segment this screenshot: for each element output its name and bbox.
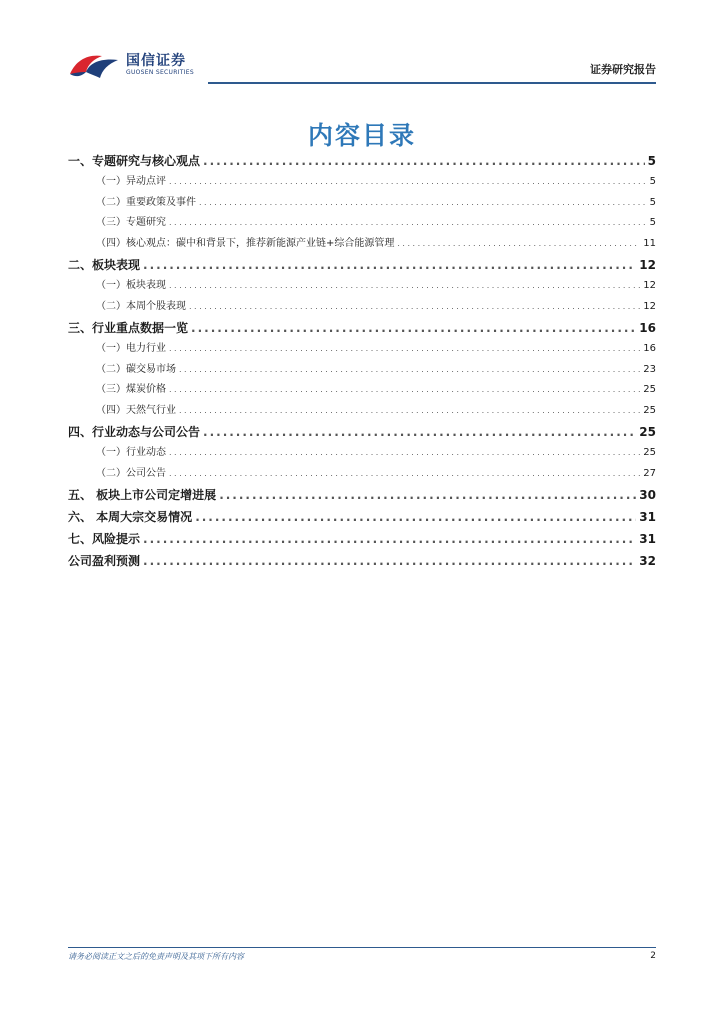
toc-entry-page: 27: [643, 467, 656, 479]
toc-entry-label: （二）公司公告: [96, 467, 166, 479]
toc-leader-dots: [169, 213, 647, 234]
toc-subsection-entry[interactable]: [68, 464, 656, 485]
footer-disclaimer: 请务必阅读正文之后的免责声明及其项下所有内容: [68, 952, 244, 961]
toc-entry-label: （一）行业动态: [96, 447, 166, 458]
toc-entry-label: （四）核心观点：碳中和背景下，推荐新能源产业链+综合能源管理: [96, 237, 395, 249]
toc-entry-label: （一）电力行业: [96, 343, 166, 354]
toc-entry-page: 31: [639, 532, 656, 546]
toc-leader-dots: [397, 234, 640, 255]
toc-entry-page: 12: [639, 258, 656, 272]
toc-section-entry[interactable]: [68, 550, 656, 572]
toc-entry-page: 30: [639, 488, 656, 502]
logo-english-name: GUOSEN SECURITIES: [126, 69, 195, 76]
toc-leader-dots: [169, 172, 647, 193]
toc-entry-label: （三）煤炭价格: [96, 384, 166, 395]
toc-subsection-entry[interactable]: [68, 443, 656, 464]
toc-entry-label: 七、风险提示: [68, 532, 141, 546]
toc-entry-page: 11: [643, 237, 656, 249]
toc-subsection-entry[interactable]: [68, 172, 656, 193]
toc-entry-label: 六、 本周大宗交易情况: [68, 510, 193, 524]
toc-leader-dots: [203, 421, 636, 443]
toc-subsection-entry[interactable]: [68, 234, 656, 255]
toc-entry-label: （四）天然气行业: [96, 404, 176, 416]
toc-section-entry[interactable]: [68, 484, 656, 506]
toc-subsection-entry[interactable]: [68, 339, 656, 360]
toc-entry-label: 一、专题研究与核心观点: [68, 154, 201, 168]
toc-entry-label: 公司盈利预测: [68, 554, 141, 568]
toc-entry-page: 25: [643, 404, 656, 416]
toc-section-entry[interactable]: [68, 150, 656, 172]
toc-leader-dots: [195, 506, 636, 528]
toc-entry-label: （二）本周个股表现: [96, 300, 186, 312]
toc-leader-dots: [199, 193, 647, 214]
toc-subsection-entry[interactable]: [68, 380, 656, 401]
report-type-label: 证券研究报告: [590, 63, 656, 76]
toc-entry-label: 四、行业动态与公司公告: [68, 425, 201, 439]
toc-entry-page: 25: [643, 384, 656, 395]
toc-entry-label: （二）碳交易市场: [96, 363, 176, 375]
toc-entry-page: 12: [643, 280, 656, 291]
toc-entry-page: 23: [643, 363, 656, 375]
toc-leader-dots: [169, 464, 640, 485]
toc-entry-page: 25: [639, 425, 656, 439]
toc-entry-page: 12: [643, 300, 656, 312]
toc-leader-dots: [169, 276, 640, 297]
toc-entry-label: （一）异动点评: [96, 176, 166, 187]
toc-entry-page: 5: [649, 217, 656, 228]
page-header: [68, 50, 656, 86]
toc-entry-page: 31: [639, 510, 656, 524]
toc-entry-label: （一）板块表现: [96, 280, 166, 291]
toc-subsection-entry[interactable]: [68, 360, 656, 381]
toc-entry-page: 25: [643, 447, 656, 458]
toc-section-entry[interactable]: [68, 528, 656, 550]
logo-chinese-name: 国信证券: [126, 53, 186, 69]
toc-leader-dots: [179, 401, 640, 422]
toc-leader-dots: [179, 360, 640, 381]
toc-subsection-entry[interactable]: [68, 297, 656, 318]
toc-entry-label: 三、行业重点数据一览: [68, 321, 189, 335]
toc-entry-label: 五、 板块上市公司定增进展: [68, 488, 217, 502]
toc-entry-label: （三）专题研究: [96, 217, 166, 228]
toc-section-entry[interactable]: [68, 254, 656, 276]
toc-entry-page: 32: [639, 554, 656, 568]
toc-entry-label: （二）重要政策及事件: [96, 196, 196, 208]
guosen-logo: [68, 50, 194, 80]
toc-section-entry[interactable]: [68, 506, 656, 528]
toc-leader-dots: [169, 443, 640, 464]
toc-entry-page: 16: [639, 321, 656, 335]
toc-leader-dots: [169, 339, 640, 360]
toc-title: 内容目录: [307, 121, 416, 150]
page-number: 2: [650, 951, 656, 961]
footer-divider: [68, 947, 656, 948]
toc-entry-page: 16: [643, 343, 656, 354]
toc-leader-dots: [203, 150, 645, 172]
table-of-contents: [68, 150, 656, 572]
toc-subsection-entry[interactable]: [68, 276, 656, 297]
toc-subsection-entry[interactable]: [68, 213, 656, 234]
toc-subsection-entry[interactable]: [68, 193, 656, 214]
toc-leader-dots: [143, 550, 636, 572]
toc-leader-dots: [143, 528, 636, 550]
toc-leader-dots: [143, 254, 636, 276]
toc-entry-label: 二、板块表现: [68, 258, 141, 272]
guosen-logo-icon: [68, 50, 120, 80]
toc-entry-page: 5: [649, 176, 656, 187]
toc-leader-dots: [169, 380, 640, 401]
toc-section-entry[interactable]: [68, 317, 656, 339]
toc-entry-page: 5: [649, 196, 656, 208]
toc-section-entry[interactable]: [68, 421, 656, 443]
toc-leader-dots: [191, 317, 636, 339]
toc-entry-page: 5: [647, 154, 656, 168]
toc-subsection-entry[interactable]: [68, 401, 656, 422]
toc-leader-dots: [189, 297, 640, 318]
toc-leader-dots: [219, 484, 636, 506]
header-divider: [208, 82, 656, 84]
